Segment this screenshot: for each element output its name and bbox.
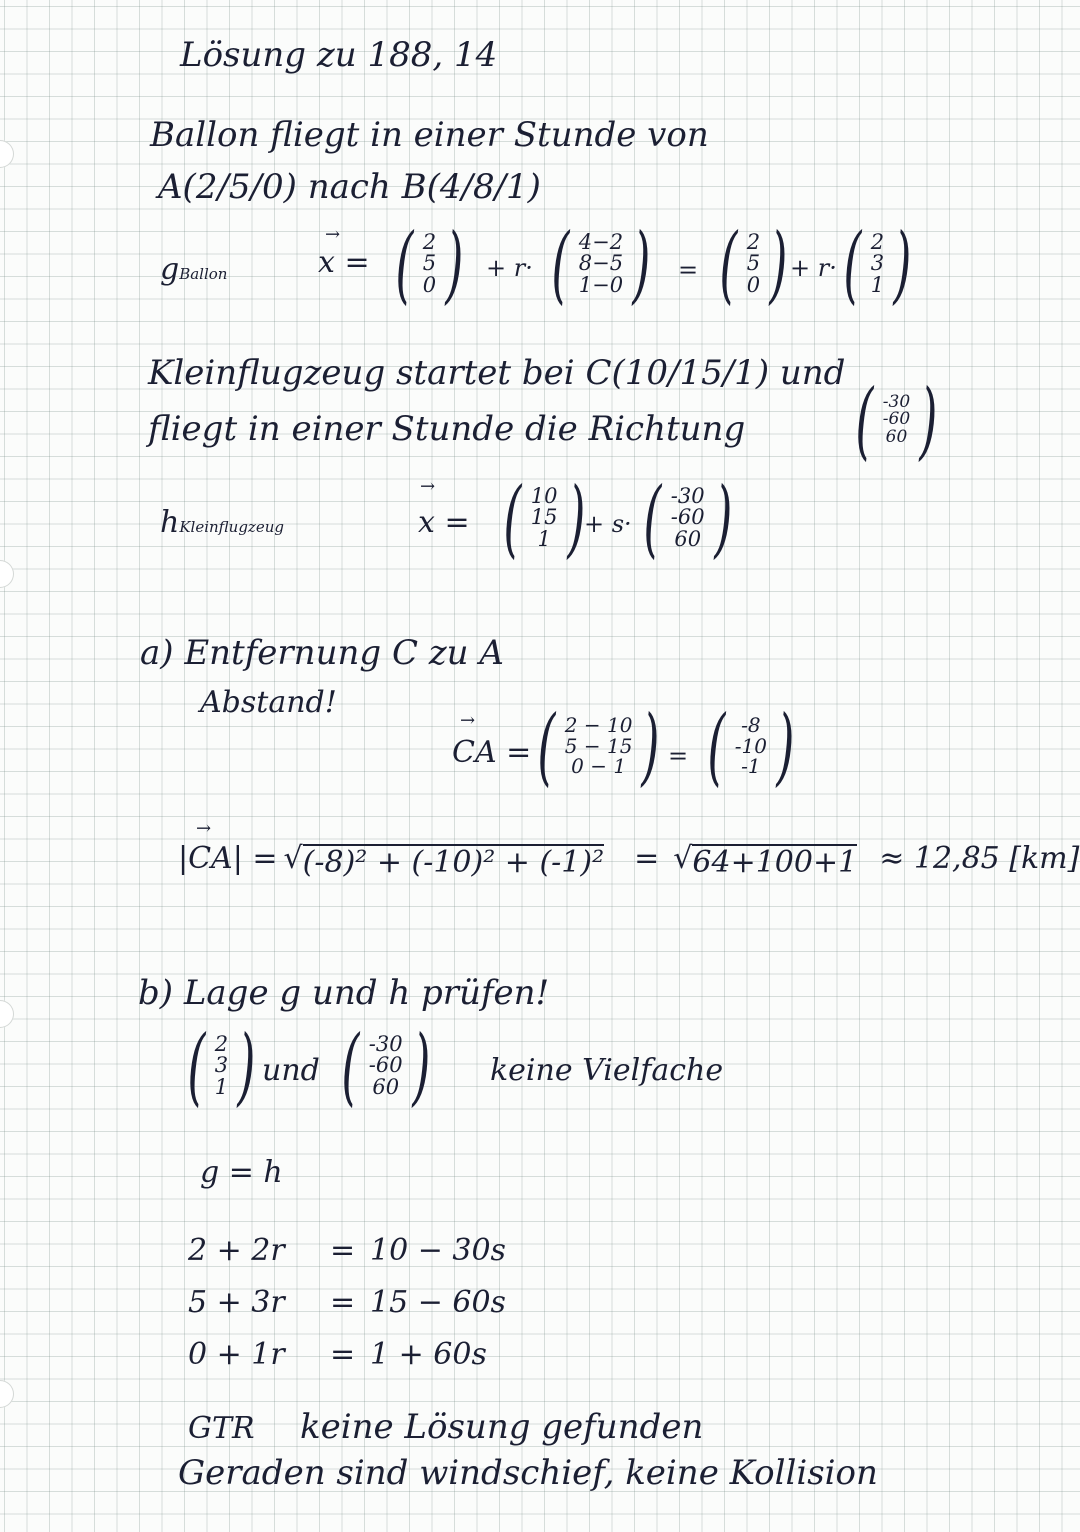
eq3-rhs: 1 + 60s: [370, 1337, 487, 1372]
punch-hole: [0, 140, 14, 168]
norm-equals: =: [634, 841, 660, 876]
sqrt-icon: √: [283, 841, 303, 876]
plane-line-2: fliegt in einer Stunde die Richtung: [148, 409, 746, 449]
ca-lhs: CA =: [452, 735, 532, 770]
b-and: und: [262, 1053, 320, 1088]
g-label: gBallon: [160, 252, 228, 287]
page-title: Lösung zu 188, 14: [180, 35, 498, 75]
eq1-lhs: 2 + 2r: [188, 1233, 285, 1268]
norm-ca-line: [178, 841, 1080, 880]
vector-arrow-icon: →: [420, 476, 436, 497]
intro-line-1: Ballon fliegt in einer Stunde von: [150, 115, 709, 155]
b-setup: g = h: [200, 1155, 283, 1190]
gtr-text: keine Lösung gefunden: [300, 1407, 704, 1447]
eq3-lhs: 0 + 1r: [188, 1337, 285, 1372]
g-equals: =: [678, 256, 699, 284]
plane-line-1: Kleinflugzeug startet bei C(10/15/1) und: [148, 353, 846, 393]
eq2-lhs: 5 + 3r: [188, 1285, 285, 1320]
eq2-equals: =: [330, 1285, 356, 1320]
vector-arrow-icon: →: [325, 224, 341, 245]
h-direction-vector: ( -30 -60 60 ): [643, 469, 733, 567]
h-plus-s: + s·: [584, 510, 632, 538]
vector-arrow-icon: →: [460, 710, 476, 731]
vector-arrow-icon: →: [196, 818, 212, 839]
norm-result: ≈ 12,85 [km]: [879, 841, 1080, 876]
eq1-equals: =: [330, 1233, 356, 1268]
punch-hole: [0, 1380, 14, 1408]
punch-hole: [0, 1000, 14, 1028]
eq3-equals: =: [330, 1337, 356, 1372]
b-direction-h: ( -30 -60 60 ): [341, 1017, 431, 1115]
norm-lhs: |CA| =: [178, 841, 278, 876]
part-a-heading: a) Entfernung C zu A: [140, 633, 504, 673]
h-support-vector: ( 10 15 1 ): [503, 469, 585, 567]
norm-root-2: 64+100+1: [692, 845, 858, 880]
b-direction-g: ( 2 3 1 ): [187, 1017, 256, 1115]
b-remark: keine Vielfache: [490, 1053, 724, 1088]
norm-root: (-8)² + (-10)² + (-1)²: [302, 845, 605, 880]
g-plus-r-2: + r·: [790, 254, 837, 282]
gtr-label: GTR: [188, 1411, 255, 1446]
h-lhs: x =: [418, 505, 470, 540]
g-support-vector-2: ( 2 5 0 ): [719, 215, 788, 313]
part-b-heading: b) Lage g und h prüfen!: [138, 973, 550, 1013]
ca-difference-vector: ( 2 − 10 5 − 15 0 − 1 ): [537, 697, 660, 795]
g-plus-r: + r·: [486, 254, 533, 282]
ca-result-vector: ( -8 -10 -1 ): [707, 697, 795, 795]
g-difference-vector: ( 4−2 8−5 1−0 ): [551, 215, 651, 313]
h-label: hKleinflugzeug: [160, 505, 284, 540]
eq2-rhs: 15 − 60s: [370, 1285, 506, 1320]
g-direction-vector: ( 2 3 1 ): [843, 215, 912, 313]
conclusion: Geraden sind windschief, keine Kollision: [178, 1453, 878, 1493]
part-a-note: Abstand!: [200, 685, 337, 720]
intro-line-2: A(2/5/0) nach B(4/8/1): [158, 167, 541, 207]
punch-hole: [0, 560, 14, 588]
g-lhs: x =: [318, 245, 370, 280]
plane-direction-vector: ( -30 -60 60 ): [855, 371, 938, 469]
sqrt-icon: √: [673, 841, 693, 876]
g-support-vector: ( 2 5 0 ): [395, 215, 464, 313]
ca-equals: =: [668, 742, 689, 770]
eq1-rhs: 10 − 30s: [370, 1233, 506, 1268]
